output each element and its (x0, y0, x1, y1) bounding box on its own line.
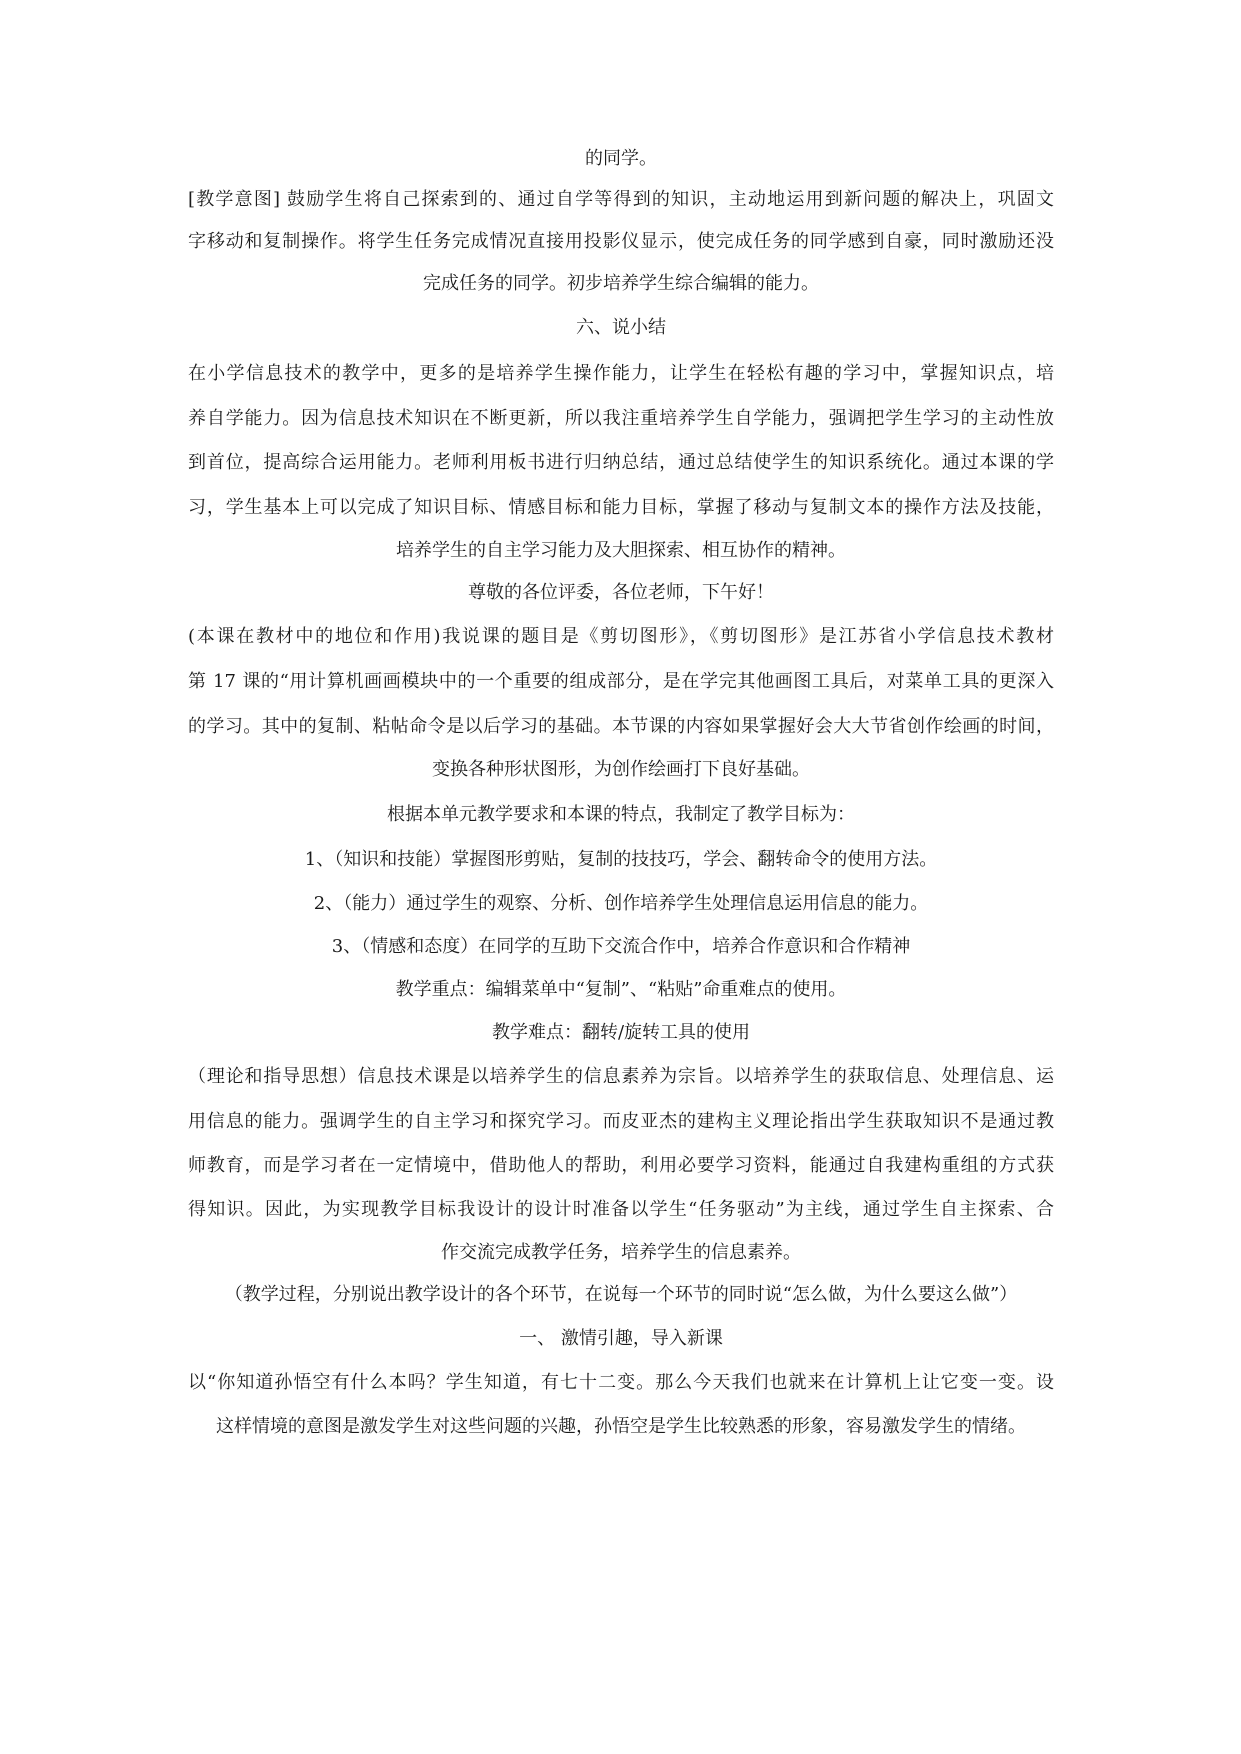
text-line: 在小学信息技术的教学中，更多的是培养学生操作能力，让学生在轻松有趣的学习中，掌握知识点，培 (188, 363, 1054, 384)
text-line: （教学过程，分别说出教学设计的各个环节，在说每一个环节的同时说“怎么做，为什么要这么做”） (224, 1284, 1018, 1305)
text-line: (本课在教材中的地位和作用)我说课的题目是《剪切图形》，《剪切图形》是江苏省小学信息技术教材 (188, 626, 1054, 647)
text-line: 得知识。因此，为实现教学目标我设计的设计时准备以学生“任务驱动”为主线，通过学生自主探索、合 (188, 1199, 1054, 1220)
text-line: 以“你知道孙悟空有什么本吗？学生知道，有七十二变。那么今天我们也就来在计算机上让它变一变。设 (188, 1372, 1054, 1393)
goal-item: 3、（情感和态度）在同学的互助下交流合作中，培养合作意识和合作精神 (331, 936, 911, 957)
text-line: （理论和指导思想）信息技术课是以培养学生的信息素养为宗旨。以培养学生的获取信息、处理信息、运 (188, 1066, 1054, 1087)
text-line: 第 17 课的“用计算机画画模块中的一个重要的组成部分，是在学完其他画图工具后，对菜单工具的更深入 (188, 671, 1054, 692)
text-line: 到首位，提高综合运用能力。老师利用板书进行归纳总结，通过总结使学生的知识系统化。通过本课的学 (188, 452, 1054, 473)
section-heading: 一、 激情引趣，导入新课 (519, 1328, 723, 1349)
difficulty-point: 教学难点：翻转/旋转工具的使用 (491, 1022, 751, 1043)
text-line: 习，学生基本上可以完成了知识目标、情感目标和能力目标，掌握了移动与复制文本的操作方法及技能， (188, 497, 1054, 518)
text-line: 作交流完成教学任务，培养学生的信息素养。 (441, 1242, 801, 1263)
goal-item: 1、（知识和技能）掌握图形剪贴，复制的技技巧，学会、翻转命令的使用方法。 (304, 849, 938, 870)
text-line: 的学习。其中的复制、粘帖命令是以后学习的基础。本节课的内容如果掌握好会大大节省创作绘画的时间， (188, 716, 1054, 737)
greeting: 尊敬的各位评委，各位老师，下午好！ (468, 582, 774, 603)
text-line: 师教育，而是学习者在一定情境中，借助他人的帮助，利用必要学习资料，能通过自我建构重组的方式获 (188, 1155, 1054, 1176)
text-line: 的同学。 (585, 148, 657, 169)
text-line: 用信息的能力。强调学生的自主学习和探究学习。而皮亚杰的建构主义理论指出学生获取知识不是通过教 (188, 1111, 1054, 1132)
goal-item: 2、（能力）通过学生的观察、分析、创作培养学生处理信息运用信息的能力。 (313, 893, 929, 914)
text-line: 字移动和复制操作。将学生任务完成情况直接用投影仪显示，使完成任务的同学感到自豪，同时激励还没 (188, 231, 1054, 252)
section-heading: 六、说小结 (576, 317, 666, 338)
text-line: 根据本单元教学要求和本课的特点，我制定了教学目标为： (387, 804, 855, 825)
text-line: 变换各种形状图形，为创作绘画打下良好基础。 (432, 759, 810, 780)
text-line: [教学意图] 鼓励学生将自己探索到的、通过自学等得到的知识，主动地运用到新问题的解决上，巩固文 (188, 189, 1054, 210)
key-point: 教学重点：编辑菜单中“复制”、“粘贴”命重难点的使用。 (395, 979, 847, 1000)
text-line: 养自学能力。因为信息技术知识在不断更新，所以我注重培养学生自学能力，强调把学生学习的主动性放 (188, 408, 1054, 429)
text-line: 这样情境的意图是激发学生对这些问题的兴趣，孙悟空是学生比较熟悉的形象，容易激发学生的情绪。 (216, 1416, 1026, 1437)
text-line: 完成任务的同学。初步培养学生综合编辑的能力。 (423, 273, 819, 294)
text-line: 培养学生的自主学习能力及大胆探索、相互协作的精神。 (396, 540, 846, 561)
